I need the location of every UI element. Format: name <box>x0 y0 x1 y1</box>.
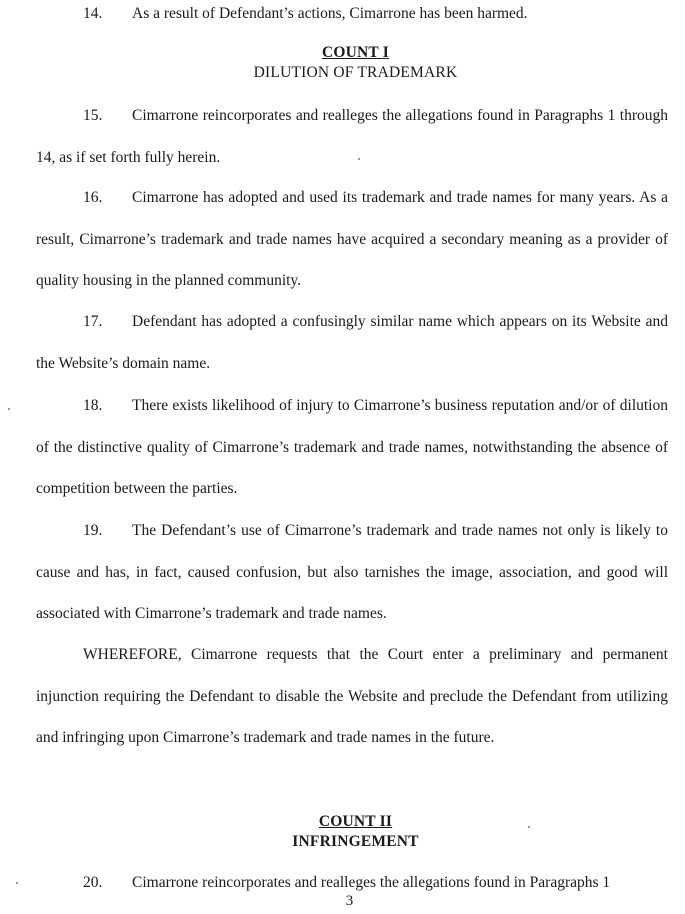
paragraph-number: 19. <box>83 522 103 539</box>
count-1-title: DILUTION OF TRADEMARK <box>253 64 458 81</box>
paragraph-number: 14. <box>83 5 103 22</box>
scan-speck <box>16 882 18 884</box>
count-1-heading <box>0 43 685 83</box>
paragraph-14 <box>36 0 668 35</box>
page-number: 3 <box>345 893 354 909</box>
wherefore-paragraph <box>36 634 668 759</box>
paragraph-text: There exists likelihood of injury to Cimarrone’s business reputation and/or of dilution of the distinctive quality of Cimarrone’s trademark and trade names, notwithstanding the absence of competition between the parties. <box>36 397 668 497</box>
count-1-label: COUNT I <box>321 44 389 61</box>
paragraph-text: Cimarrone reincorporates and realleges the allegations found in Paragraphs 1 through 14, as if set forth fully herein. <box>36 107 668 166</box>
paragraph-text: The Defendant’s use of Cimarrone’s trademark and trade names not only is likely to cause and has, in fact, caused confusion, but also tarnishes the image, association, and good will associated with Cimarrone’s trademark and trade names. <box>36 522 668 622</box>
paragraph-18 <box>36 385 668 510</box>
paragraph-number: 17. <box>83 313 103 330</box>
scan-speck <box>358 158 360 160</box>
scan-speck <box>528 826 530 828</box>
paragraph-text: WHEREFORE, Cimarrone requests that the Court enter a preliminary and permanent injunction requiring the Defendant to disable the Website and preclude the Defendant from utilizing and infringing upon Cimarrone’s trademark and trade names in the future. <box>36 646 668 746</box>
count-2-label: COUNT II <box>318 813 393 830</box>
paragraph-19 <box>36 510 668 635</box>
paragraph-text: Defendant has adopted a confusingly similar name which appears on its Website and the Website’s domain name. <box>36 313 668 372</box>
scan-speck <box>8 408 10 410</box>
paragraph-number: 15. <box>83 107 103 124</box>
paragraph-text: Cimarrone has adopted and used its trademark and trade names for many years. As a result, Cimarrone’s trademark and trade names have acquired a secondary meaning as a provider of quality housing in the planned community. <box>36 189 668 289</box>
count-2-heading <box>0 812 685 852</box>
paragraph-number: 16. <box>83 189 103 206</box>
paragraph-number: 20. <box>83 874 103 891</box>
paragraph-15 <box>36 95 668 178</box>
paragraph-16 <box>36 177 668 302</box>
paragraph-text: Cimarrone reincorporates and realleges the allegations found in Paragraphs 1 <box>132 874 611 891</box>
paragraph-number: 18. <box>83 397 103 414</box>
paragraph-text: As a result of Defendant’s actions, Cimarrone has been harmed. <box>132 5 528 22</box>
count-2-title: INFRINGEMENT <box>292 833 419 850</box>
paragraph-17 <box>36 301 668 384</box>
